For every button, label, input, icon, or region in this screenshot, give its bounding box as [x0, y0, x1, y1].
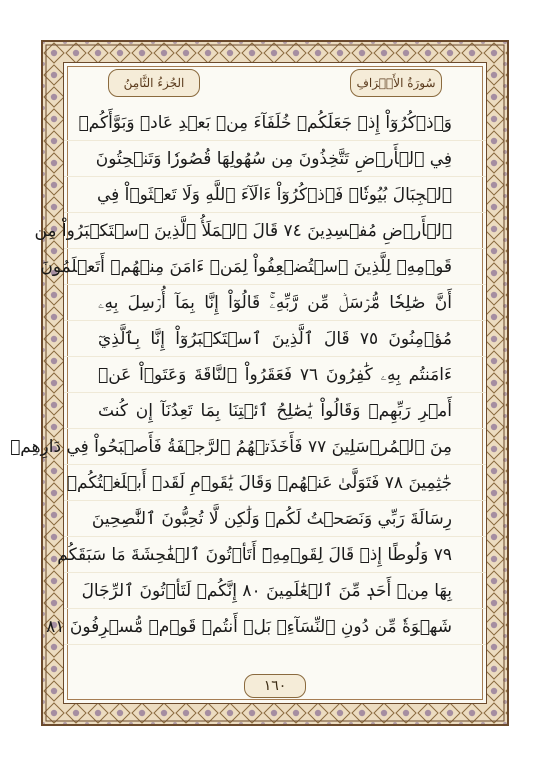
text-line-8: ءَامَنتُم بِهِۦ كَٰفِرُونَ ٧٦ فَعَقَرُواْ ٱلنَّاقَةَ وَعَتَوۡاْ عَنۡ [64, 357, 486, 393]
text-line-11: جَٰثِمِينَ ٧٨ فَتَوَلَّىٰ عَنۡهُمۡ وَقَالَ يَٰقَوۡمِ لَقَدۡ أَبۡلَغۡتُكُمۡ [64, 465, 486, 501]
text-line-4: ٱلۡأَرۡضِ مُفۡسِدِينَ ٧٤ قَالَ ٱلۡمَلَأُ ٱلَّذِينَ ٱسۡتَكۡبَرُواْ مِن [64, 213, 486, 249]
text-line-5: قَوۡمِهِۦ لِلَّذِينَ ٱسۡتُضۡعِفُواْ لِمَنۡ ءَامَنَ مِنۡهُمۡ أَتَعۡلَمُونَ [64, 249, 486, 285]
text-line-9: أَمۡرِ رَبِّهِمۡ وَقَالُواْ يَٰصَٰلِحُ ٱئۡتِنَا بِمَا تَعِدُنَآ إِن كُنتَ [64, 393, 486, 429]
page-frame [10, 40, 509, 726]
text-line-2: فِي ٱلۡأَرۡضِ تَتَّخِذُونَ مِن سُهُولِهَا قُصُورٗا وَتَنۡحِتُونَ [64, 141, 486, 177]
text-line-1: وَٱذۡكُرُوٓاْ إِذۡ جَعَلَكُمۡ خُلَفَآءَ مِنۢ بَعۡدِ عَادٖ وَبَوَّأَكُمۡ [64, 105, 486, 141]
text-line-10: مِنَ ٱلۡمُرۡسَلِينَ ٧٧ فَأَخَذَتۡهُمُ ٱلرَّجۡفَةُ فَأَصۡبَحُواْ فِي دَارِهِمۡ [64, 429, 486, 465]
page-number: ١٦٠ [244, 674, 306, 698]
text-line-6: أَنَّ صَٰلِحٗا مُّرۡسَلٞ مِّن رَّبِّهِۦۚ قَالُوٓاْ إِنَّا بِمَآ أُرۡسِلَ بِهِۦ [64, 285, 486, 321]
text-area [10, 62, 487, 704]
surah-label: سُورَةُ الأَعۡرَافِ [350, 69, 442, 97]
text-line-15: شَهۡوَةٗ مِّن دُونِ ٱلنِّسَآءِۚ بَلۡ أَنتُمۡ قَوۡمٞ مُّسۡرِفُونَ ٨١ [64, 609, 486, 645]
text-line-7: مُؤۡمِنُونَ ٧٥ قَالَ ٱلَّذِينَ ٱسۡتَكۡبَرُوٓاْ إِنَّا بِٱلَّذِيٓ [64, 321, 486, 357]
text-line-14: بِهَا مِنۡ أَحَدٖ مِّنَ ٱلۡعَٰلَمِينَ ٨٠ إِنَّكُمۡ لَتَأۡتُونَ ٱلرِّجَالَ [64, 573, 486, 609]
text-line-13: ٧٩ وَلُوطًا إِذۡ قَالَ لِقَوۡمِهِۦٓ أَتَأۡتُونَ ٱلۡفَٰحِشَةَ مَا سَبَقَكُم [64, 537, 486, 573]
text-line-12: رِسَالَةَ رَبِّي وَنَصَحۡتُ لَكُمۡ وَلَٰكِن لَّا تُحِبُّونَ ٱلنَّٰصِحِينَ [64, 501, 486, 537]
juz-label: الجُزءُ الثَّامِنُ [108, 69, 200, 97]
text-line-3: ٱلۡجِبَالَ بُيُوتٗاۖ فَٱذۡكُرُوٓاْ ءَالَآءَ ٱللَّهِ وَلَا تَعۡثَوۡاْ فِي [64, 177, 486, 213]
